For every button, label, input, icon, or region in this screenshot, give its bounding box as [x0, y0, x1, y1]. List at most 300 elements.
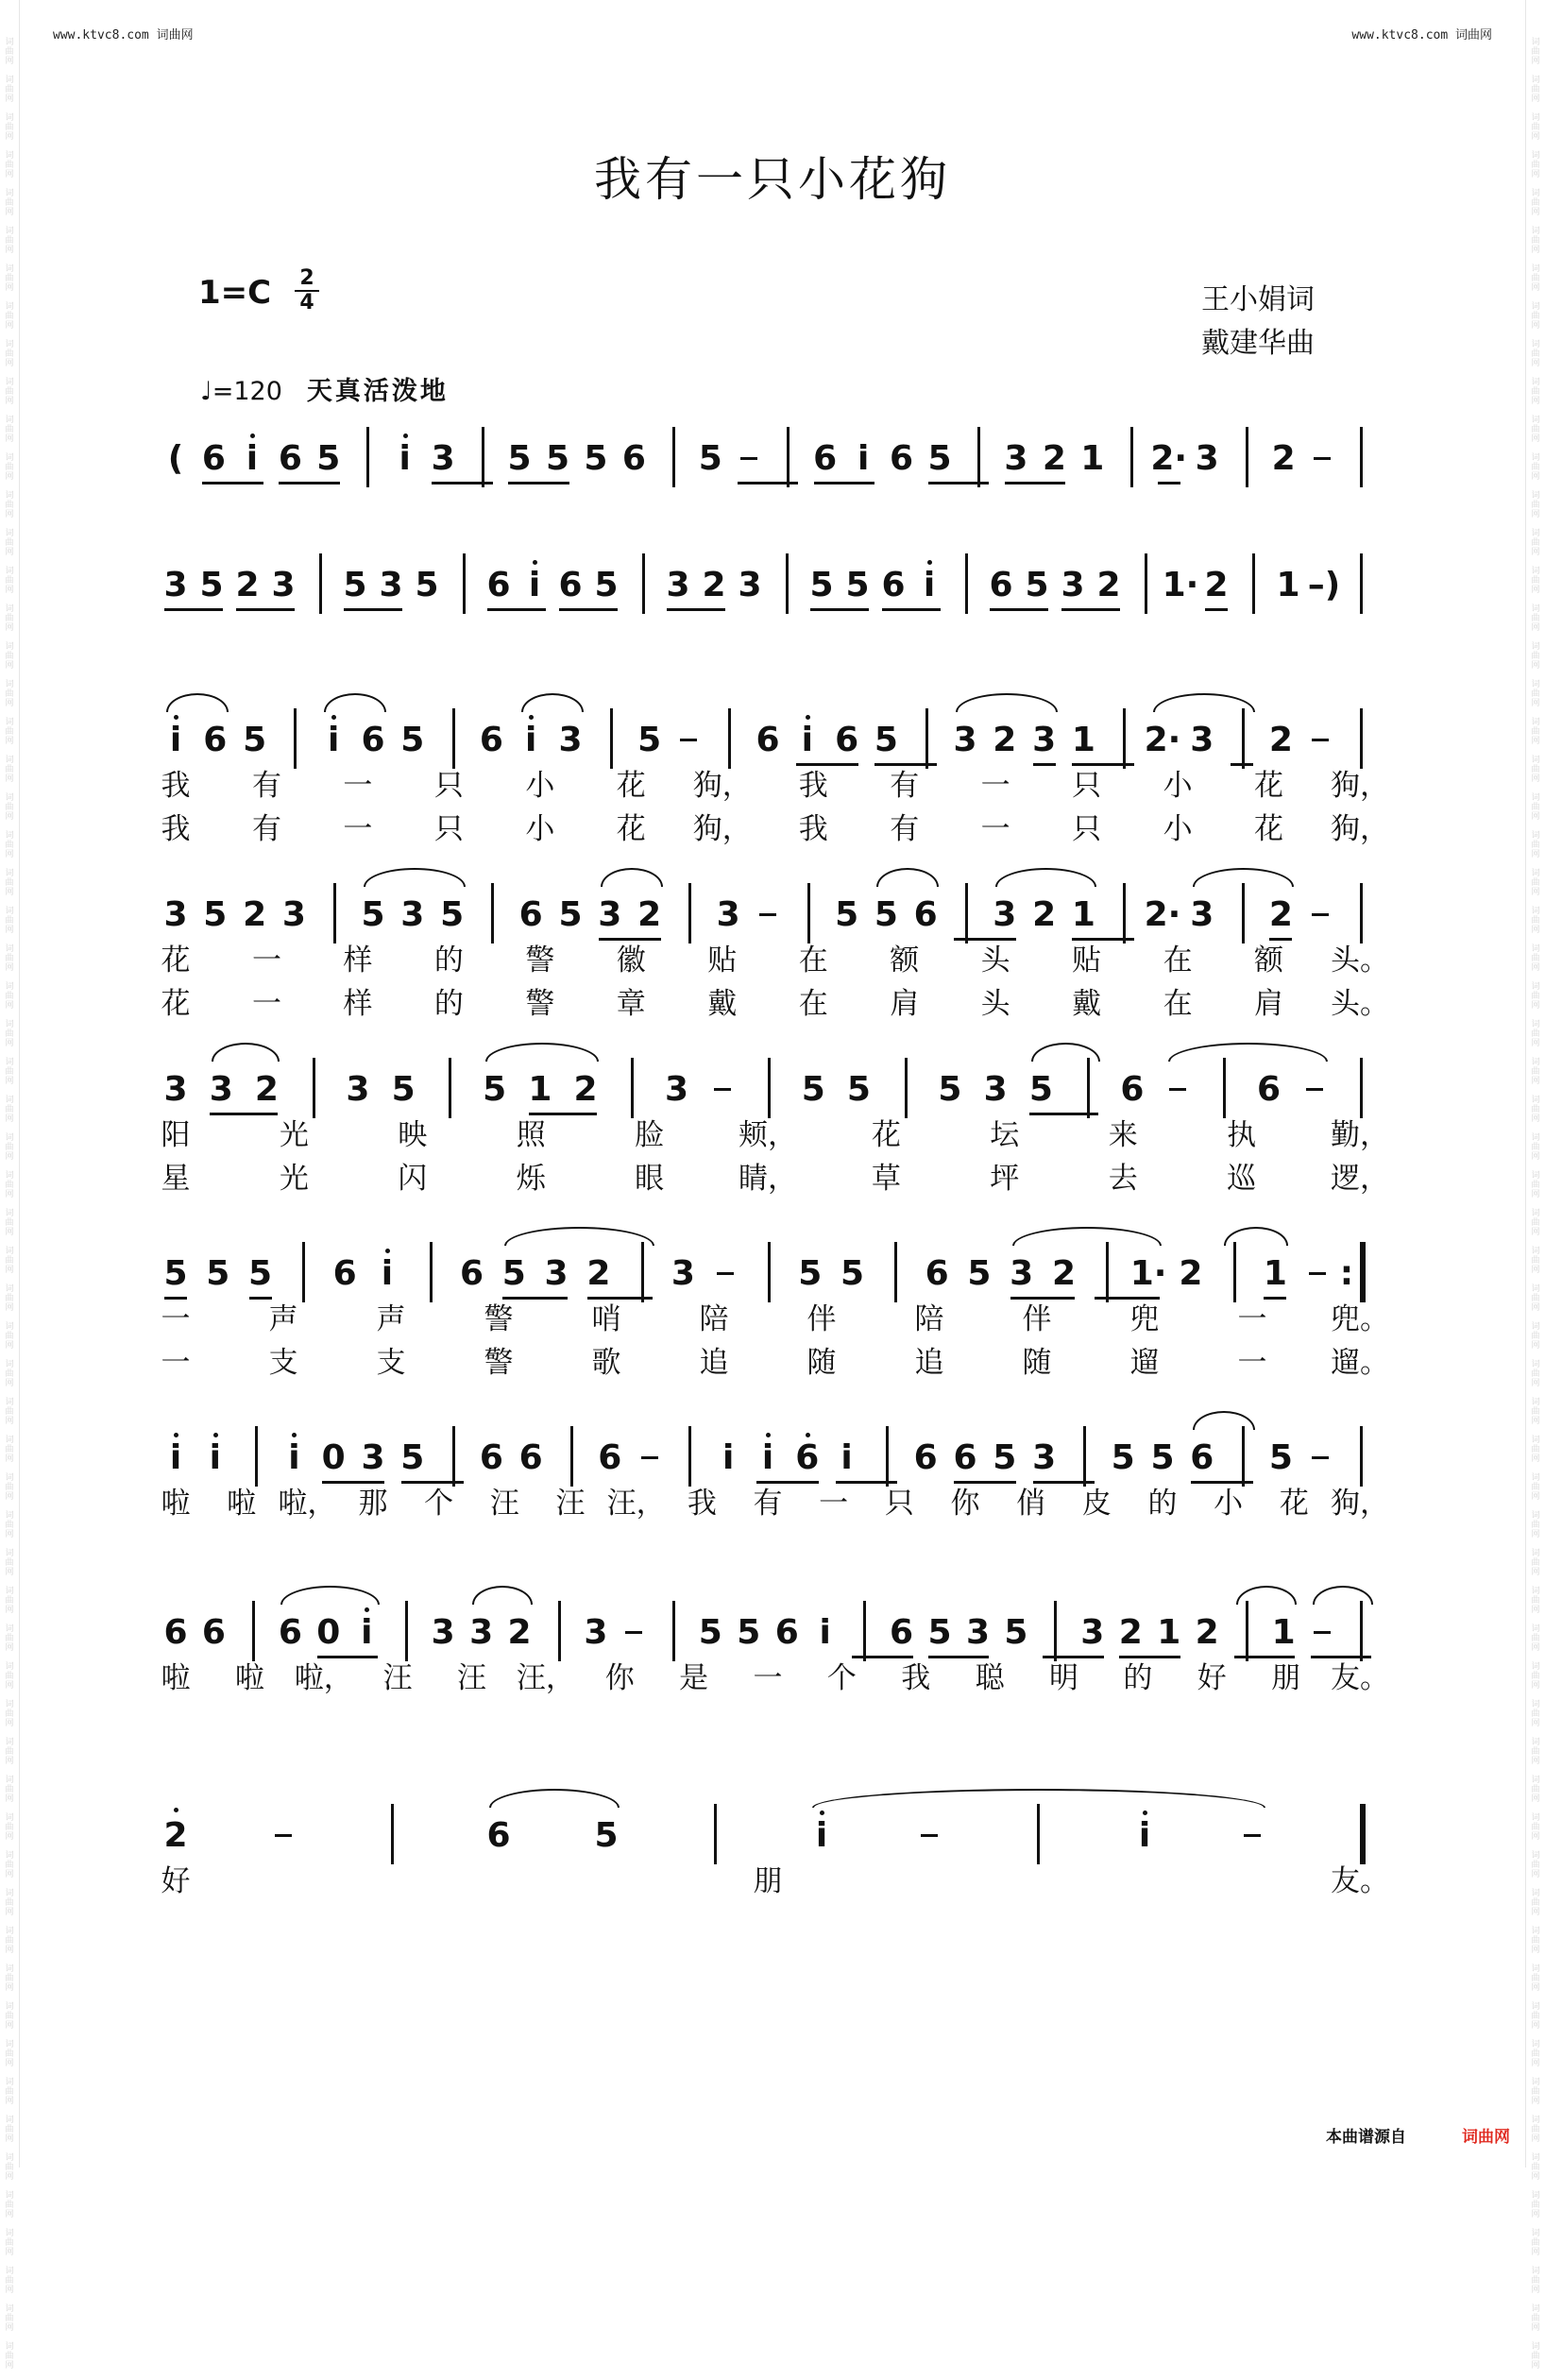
lyric-syllable: 伴	[806, 1302, 837, 1336]
barline	[1054, 1601, 1057, 1661]
note: 3	[379, 566, 403, 604]
beam-underline	[1119, 1656, 1180, 1658]
lyric-syllable: 友。	[1331, 1661, 1389, 1695]
note: 1·	[1129, 1254, 1167, 1293]
note: 2	[1268, 721, 1293, 759]
slur	[364, 868, 466, 887]
barline	[1246, 1601, 1248, 1661]
note: 5	[391, 1070, 416, 1109]
barline	[807, 883, 810, 944]
barline	[642, 553, 645, 614]
lyric-syllable: 声	[376, 1302, 406, 1336]
note: 3	[361, 1438, 385, 1477]
note: 3	[163, 895, 188, 934]
note: i	[246, 439, 259, 478]
lyric-syllable: 贴	[707, 944, 738, 978]
footer-site-link[interactable]: 词曲网	[1462, 2128, 1510, 2147]
barline	[449, 1058, 451, 1118]
octave-dot	[403, 434, 408, 438]
lyricist-credit: 王小娟词	[1201, 283, 1315, 316]
note: 6	[558, 566, 583, 604]
slur	[1012, 1227, 1162, 1246]
lyric-syllable: 逻，	[1331, 1162, 1389, 1196]
note: 3	[1190, 895, 1214, 934]
lyric-syllable: 个	[826, 1661, 857, 1695]
note: 6	[1257, 1070, 1282, 1109]
beam-underline	[1033, 1481, 1095, 1484]
staff-system-9	[163, 1813, 1369, 1870]
note: 3	[544, 1254, 569, 1293]
note: 2	[573, 1070, 598, 1109]
beam-underline	[164, 608, 223, 611]
slur	[324, 693, 386, 712]
barline	[863, 1601, 866, 1661]
barline	[1233, 1242, 1236, 1302]
lyric-syllable: 肩	[890, 987, 920, 1021]
lyric-syllable: 坛	[990, 1118, 1020, 1152]
lyric-syllable: 聪	[975, 1661, 1005, 1695]
note: 3	[281, 895, 306, 934]
barline	[1087, 1058, 1090, 1118]
barline	[894, 1242, 897, 1302]
barline	[430, 1242, 433, 1302]
lyric-syllable: 啦	[227, 1487, 257, 1521]
note: 5	[874, 721, 898, 759]
lyric-syllable: 肩	[1254, 987, 1284, 1021]
lyrics-line-1	[161, 1661, 1389, 1695]
lyric-syllable: 光	[279, 1162, 309, 1196]
right-border	[1525, 0, 1526, 2168]
note: 3	[665, 1070, 689, 1109]
note: 6	[881, 566, 906, 604]
note: 3	[209, 1070, 233, 1109]
lyric-syllable: 去	[1108, 1162, 1138, 1196]
sustain-dash	[641, 1456, 658, 1459]
sustain-dash	[714, 1088, 731, 1091]
slur	[812, 1789, 1265, 1808]
lyric-syllable: 好	[161, 1864, 191, 1898]
barline	[610, 708, 613, 769]
barline	[1123, 708, 1126, 769]
barline	[768, 1058, 771, 1118]
barline	[688, 1426, 691, 1487]
note: 2	[243, 895, 267, 934]
lyric-syllable: 啦	[161, 1661, 191, 1695]
note: 5	[840, 1254, 865, 1293]
barline	[405, 1601, 408, 1661]
beam-underline	[279, 482, 339, 484]
slur	[995, 868, 1097, 887]
note: 2	[235, 566, 260, 604]
composer-credit: 戴建华曲	[1201, 327, 1315, 360]
note: 3	[163, 566, 188, 604]
note: 3	[953, 721, 977, 759]
lyric-syllable: 颊，	[739, 1118, 797, 1152]
lyric-syllable: 有	[251, 812, 281, 846]
note: i	[209, 1438, 221, 1477]
note: 6	[479, 1438, 503, 1477]
barline	[1145, 553, 1147, 614]
repeat-sign: :	[1339, 1254, 1354, 1293]
note: 2	[1179, 1254, 1203, 1293]
note: 5	[163, 1254, 188, 1293]
note: 5	[1268, 1438, 1293, 1477]
note: 6	[1120, 1070, 1145, 1109]
barline	[463, 553, 466, 614]
beam-underline	[928, 482, 989, 484]
note: 6	[598, 1438, 622, 1477]
note: 5	[483, 1070, 507, 1109]
note: 1	[1157, 1613, 1181, 1652]
tempo-marking	[200, 370, 449, 407]
note: i	[525, 721, 537, 759]
slur	[1224, 1227, 1289, 1246]
meter-bottom: 4	[299, 291, 314, 314]
lyric-syllable: 花	[616, 769, 646, 803]
sustain-dash	[680, 739, 697, 741]
beam-underline	[852, 1656, 912, 1658]
note: 0	[316, 1613, 341, 1652]
beam-underline	[990, 608, 1048, 611]
lyric-syllable: 一	[753, 1661, 783, 1695]
lyric-syllable: 头	[980, 987, 1010, 1021]
note: i	[399, 439, 411, 478]
note: 1	[1071, 895, 1095, 934]
note: 2	[993, 721, 1017, 759]
lyric-syllable: 闪	[398, 1162, 428, 1196]
lyric-syllable: 狗，	[1331, 769, 1389, 803]
lyric-syllable: 啦，	[278, 1487, 337, 1521]
staff-system-6	[163, 1251, 1369, 1308]
note: 6	[913, 895, 938, 934]
barline	[905, 1058, 908, 1118]
lyric-syllable: 头。	[1331, 987, 1389, 1021]
slur	[1313, 1586, 1373, 1605]
lyric-syllable: 汪	[382, 1661, 413, 1695]
barline	[452, 708, 455, 769]
lyric-syllable: 皮	[1081, 1487, 1112, 1521]
lyric-syllable: 有	[251, 769, 281, 803]
lyric-syllable: 警	[484, 1346, 514, 1380]
beam-underline	[210, 1113, 278, 1115]
final-barline	[1360, 1804, 1366, 1864]
sustain-dash	[1306, 1088, 1323, 1091]
note: 6	[203, 721, 228, 759]
barline	[1130, 427, 1133, 487]
barline	[1252, 553, 1255, 614]
lyric-syllable: 好	[1197, 1661, 1227, 1695]
beam-underline	[667, 608, 725, 611]
lyric-syllable: 只	[433, 812, 464, 846]
beam-underline	[236, 608, 295, 611]
lyric-syllable: 执	[1227, 1118, 1257, 1152]
beam-underline	[508, 482, 569, 484]
sustain-dash	[1314, 457, 1331, 460]
lyric-syllable: 贴	[1072, 944, 1102, 978]
note: 5	[993, 1438, 1017, 1477]
note: 3	[1080, 1613, 1105, 1652]
slur	[1193, 1411, 1255, 1430]
beam-underline	[874, 763, 937, 766]
barline	[1223, 1058, 1226, 1118]
note: 5	[440, 895, 465, 934]
barline	[333, 883, 336, 944]
slur	[1193, 868, 1295, 887]
lyric-syllable: 友。	[1331, 1864, 1389, 1898]
note: 3	[1061, 566, 1085, 604]
note: 5	[637, 721, 662, 759]
note: 3	[469, 1613, 494, 1652]
slur	[166, 693, 229, 712]
lyric-syllable: 光	[279, 1118, 309, 1152]
note: 3	[400, 895, 425, 934]
right-watermark-strip: 词 曲 网 词 曲 网 词 曲 网 词 曲 网 词 曲 网 词 曲 网 词 曲 网 词 曲 网 词 曲 网 词 曲 网 词 曲 网 词 曲 网 词 曲 网 词 曲 网 词 曲 网 词 曲 网 词 曲 网 词 曲 网 词 曲 网 词 曲 网 词 曲 网 词 曲 网 词 曲 网 词 曲 网 词 曲 网 词 曲 网 词 曲 网 词 曲 网 词 曲 网 词 曲 网 词 曲 网 词 曲 网 词 曲 网 词 曲 网 词 曲 网 词 曲 网 词 曲 网 词 曲 网 词 曲 网 词 曲 网 词 曲 网 词 曲 网 词 曲 网 词 曲 网 词 曲 网 词 曲 网 词 曲 网 词 曲 网 词 曲 网 词 曲 网 词 曲 网 词 曲 网 词 曲 网 词 曲 网 词 曲 网 词 曲 网 词 曲 网 词 曲 网 词 曲 网 词 曲 网 词 曲 网 词 曲 网	[1531, 38, 1540, 2371]
slur	[489, 1789, 620, 1808]
note: i	[288, 1438, 300, 1477]
note: 5	[698, 1613, 722, 1652]
note: 6	[953, 1438, 977, 1477]
octave-dot	[1143, 1810, 1147, 1815]
lyric-syllable: 遛	[1129, 1346, 1160, 1380]
note: 6	[479, 721, 503, 759]
note: i	[1138, 1816, 1151, 1855]
lyric-syllable: 明	[1049, 1661, 1078, 1695]
octave-dot	[174, 1433, 178, 1437]
beam-underline	[1269, 938, 1292, 941]
staff-system-7	[168, 1436, 1369, 1492]
note: 0	[321, 1438, 346, 1477]
lyric-syllable: 一	[980, 812, 1010, 846]
lyric-syllable: 遛。	[1331, 1346, 1389, 1380]
note: 5	[507, 439, 532, 478]
note: 6	[278, 1613, 302, 1652]
lyric-syllable: 你	[950, 1487, 980, 1521]
barline	[1246, 427, 1248, 487]
lyric-syllable: 一	[1237, 1346, 1267, 1380]
lyric-syllable: 个	[424, 1487, 454, 1521]
lyric-syllable: 小	[525, 769, 555, 803]
note: 6	[1190, 1438, 1214, 1477]
beam-underline	[814, 482, 874, 484]
beam-underline	[1234, 1656, 1295, 1658]
barline	[1360, 553, 1363, 614]
lyric-syllable: 朋	[1271, 1661, 1301, 1695]
lyrics-line-1	[161, 1118, 1389, 1152]
beam-underline	[1191, 1481, 1253, 1484]
note: 6	[756, 721, 780, 759]
beam-underline	[202, 482, 263, 484]
lyric-syllable: 俏	[1016, 1487, 1046, 1521]
note: 5	[798, 1254, 823, 1293]
beam-underline	[529, 1113, 597, 1115]
lyric-syllable: 只	[1072, 769, 1102, 803]
note: 5	[874, 895, 898, 934]
sustain-dash	[275, 1834, 292, 1837]
note: 5	[243, 721, 267, 759]
lyric-syllable: 有	[890, 769, 920, 803]
barline	[570, 1426, 573, 1487]
lyric-syllable: 我	[798, 812, 828, 846]
lyric-syllable: 警	[525, 944, 555, 978]
note: 5	[845, 566, 870, 604]
barline	[366, 427, 369, 487]
slur	[504, 1227, 654, 1246]
lyric-syllable: 阳	[161, 1118, 191, 1152]
note: i	[761, 1438, 774, 1477]
barline	[255, 1426, 258, 1487]
slur	[212, 1043, 280, 1062]
barline	[558, 1601, 561, 1661]
note: 3	[1004, 439, 1028, 478]
lyrics-line-2	[161, 812, 1389, 846]
beam-underline	[559, 608, 618, 611]
barline	[1242, 708, 1245, 769]
note: 6	[774, 1613, 799, 1652]
lyrics-line-1	[161, 1487, 1389, 1521]
lyric-syllable: 那	[358, 1487, 388, 1521]
octave-dot	[385, 1249, 390, 1253]
note: 5	[545, 439, 570, 478]
header-site-right[interactable]: www.ktvc8.com 词曲网	[1351, 28, 1492, 42]
note: 3	[598, 895, 622, 934]
barline	[294, 708, 297, 769]
octave-dot	[820, 1810, 824, 1815]
lyric-syllable: 啦	[234, 1661, 264, 1695]
header-site-left[interactable]: www.ktvc8.com 词曲网	[53, 28, 194, 42]
barline	[319, 553, 322, 614]
beam-underline	[249, 1297, 272, 1300]
note: 6	[201, 439, 226, 478]
beam-underline	[738, 482, 798, 484]
lyric-syllable: 我	[687, 1487, 717, 1521]
expression-marking: 天真活泼地	[306, 377, 449, 406]
barline	[482, 427, 484, 487]
lyrics-line-1	[161, 944, 1389, 978]
slur	[1168, 1043, 1328, 1062]
barline	[728, 708, 731, 769]
note: 2·	[1144, 721, 1181, 759]
beam-underline	[810, 608, 869, 611]
barline	[313, 1058, 315, 1118]
note: 3	[558, 721, 583, 759]
note: 5	[415, 566, 439, 604]
note: 2	[1118, 1613, 1143, 1652]
note: 1	[1271, 1613, 1296, 1652]
barline	[1360, 883, 1363, 944]
lyric-syllable: 样	[343, 944, 373, 978]
note: 3	[1190, 721, 1214, 759]
beam-underline	[432, 482, 492, 484]
note: 3	[671, 1254, 695, 1293]
lyric-syllable: 警	[484, 1302, 514, 1336]
note: 5	[400, 1438, 425, 1477]
lyric-syllable: 追	[914, 1346, 944, 1380]
beam-underline	[322, 1481, 384, 1484]
note: 6	[486, 566, 511, 604]
staff-system-3	[168, 718, 1369, 774]
barline	[965, 883, 968, 944]
time-signature	[295, 268, 319, 314]
note: 6	[813, 439, 838, 478]
note: 3	[983, 1070, 1008, 1109]
lyric-syllable: 兜。	[1331, 1302, 1389, 1336]
barline	[302, 1242, 305, 1302]
sustain-dash	[1309, 1272, 1326, 1275]
note: 5	[801, 1070, 825, 1109]
note: 3	[1032, 721, 1057, 759]
note: –)	[1307, 566, 1341, 604]
octave-dot	[533, 560, 537, 565]
song-title: 我有一只小花狗	[594, 152, 951, 207]
beam-underline	[756, 1481, 819, 1484]
note: 6	[163, 1613, 188, 1652]
lyric-syllable: 汪	[555, 1487, 586, 1521]
beam-underline	[1264, 1297, 1286, 1300]
sustain-dash	[1169, 1088, 1186, 1091]
octave-dot	[806, 715, 810, 720]
lyrics-line-1	[161, 769, 1389, 803]
lyrics-line-1	[161, 1302, 1389, 1336]
note: i	[840, 1438, 853, 1477]
staff-system-5	[163, 1067, 1369, 1124]
note: 5	[698, 439, 722, 478]
note: 3	[1010, 1254, 1034, 1293]
lyric-syllable: 戴	[1072, 987, 1102, 1021]
note: 5	[203, 895, 228, 934]
slur	[876, 868, 939, 887]
note: 3	[163, 1070, 188, 1109]
beam-underline	[1311, 1656, 1371, 1658]
octave-dot	[174, 1808, 178, 1812]
lyric-syllable: 在	[1163, 944, 1193, 978]
lyric-syllable: 花	[1279, 1487, 1309, 1521]
note: 5	[967, 1254, 992, 1293]
lyric-syllable: 支	[268, 1346, 298, 1380]
sustain-dash	[1312, 739, 1329, 741]
sustain-dash	[625, 1631, 642, 1634]
lyric-syllable: 汪，	[606, 1487, 666, 1521]
note: 5	[835, 895, 859, 934]
note: 2	[1268, 895, 1293, 934]
beam-underline	[487, 608, 546, 611]
note: 1	[1080, 439, 1105, 478]
lyrics-line-2	[161, 1162, 1389, 1196]
note: 5	[361, 895, 385, 934]
lyric-syllable: 狗，	[1331, 1487, 1389, 1521]
note: 3	[965, 1613, 990, 1652]
lyric-syllable: 照	[516, 1118, 546, 1152]
note: i	[328, 721, 340, 759]
note: 5	[594, 566, 619, 604]
note: 2	[1051, 1254, 1077, 1293]
slur	[472, 1586, 533, 1605]
beam-underline	[599, 938, 661, 941]
note: 5	[558, 895, 583, 934]
lyric-syllable: 的	[433, 987, 464, 1021]
lyrics-line-1	[161, 1864, 1389, 1898]
note: 2·	[1144, 895, 1181, 934]
beam-underline	[587, 1297, 653, 1300]
lyric-syllable: 哨	[591, 1302, 621, 1336]
lyrics-line-2	[161, 987, 1389, 1021]
beam-underline	[1205, 608, 1228, 611]
lyric-syllable: 一	[251, 987, 281, 1021]
note: 5	[400, 721, 425, 759]
lyric-syllable: 有	[753, 1487, 783, 1521]
barline	[252, 1601, 255, 1661]
barline	[1123, 883, 1126, 944]
lyric-syllable: 狗，	[1331, 812, 1389, 846]
